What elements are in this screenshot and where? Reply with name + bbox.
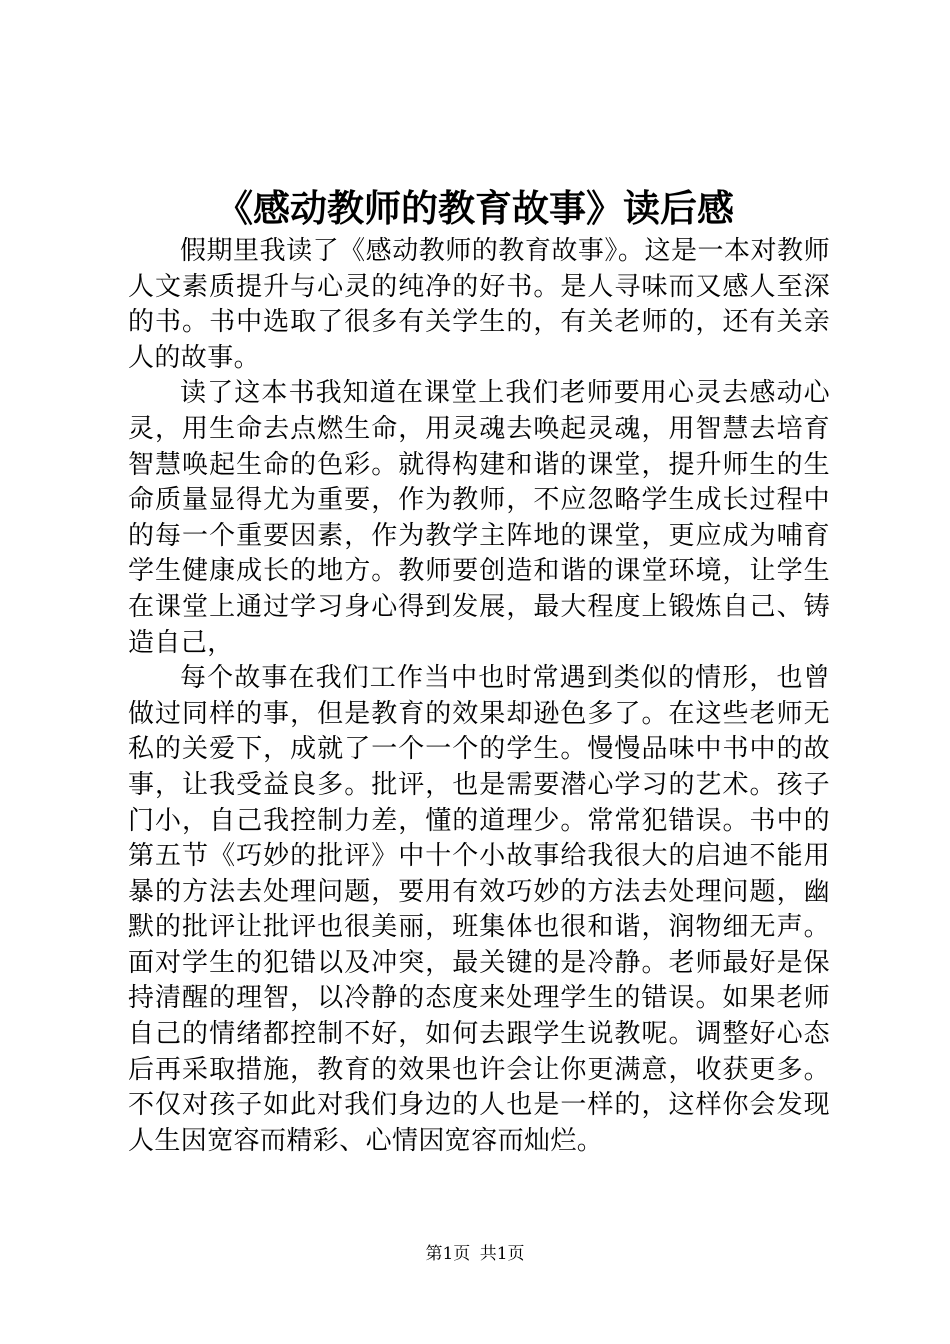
document-title: 《感动教师的教育故事》读后感 <box>216 186 734 230</box>
page-number: 第1页 <box>425 1244 471 1264</box>
paragraph-2: 读了这本书我知道在课堂上我们老师要用心灵去感动心灵，用生命去点燃生命，用灵魂去唤起灵魂，用智慧去培育智慧唤起生命的色彩。就得构建和谐的课堂，提升师生的生命质量显得尤为重要，作为教师，不应忽略学生成长过程中的每一个重要因素，作为教学主阵地的课堂，更应成为哺育学生健康成长的地方。教师要创造和谐的课堂环境，让学生在课堂上通过学习身心得到发展，最大程度上锻炼自己、铸造自己， <box>128 378 830 658</box>
page-footer <box>0 1243 950 1265</box>
document-body <box>128 234 830 1159</box>
paragraph-3: 每个故事在我们工作当中也时常遇到类似的情形，也曾做过同样的事，但是教育的效果却逊色多了。在这些老师无私的关爱下，成就了一个一个的学生。慢慢品味中书中的故事，让我受益良多。批评，也是需要潜心学习的艺术。孩子门小，自己我控制力差，懂的道理少。常常犯错误。书中的第五节《巧妙的批评》中十个小故事给我很大的启迪不能用暴的方法去处理问题，要用有效巧妙的方法去处理问题，幽默的批评让批评也很美丽，班集体也很和谐，润物细无声。面对学生的犯错以及冲突，最关键的是冷静。老师最好是保持清醒的理智，以冷静的态度来处理学生的错误。如果老师自己的情绪都控制不好，如何去跟学生说教呢。调整好心态后再采取措施，教育的效果也许会让你更满意，收获更多。不仅对孩子如此对我们身边的人也是一样的，这样你会发现人生因宽容而精彩、心情因宽容而灿烂。 <box>128 663 830 1156</box>
paragraph-1: 假期里我读了《感动教师的教育故事》。这是一本对教师人文素质提升与心灵的纯净的好书。是人寻味而又感人至深的书。书中选取了很多有关学生的，有关老师的，还有关亲人的故事。 <box>128 236 830 373</box>
page-total: 共1页 <box>479 1244 525 1264</box>
